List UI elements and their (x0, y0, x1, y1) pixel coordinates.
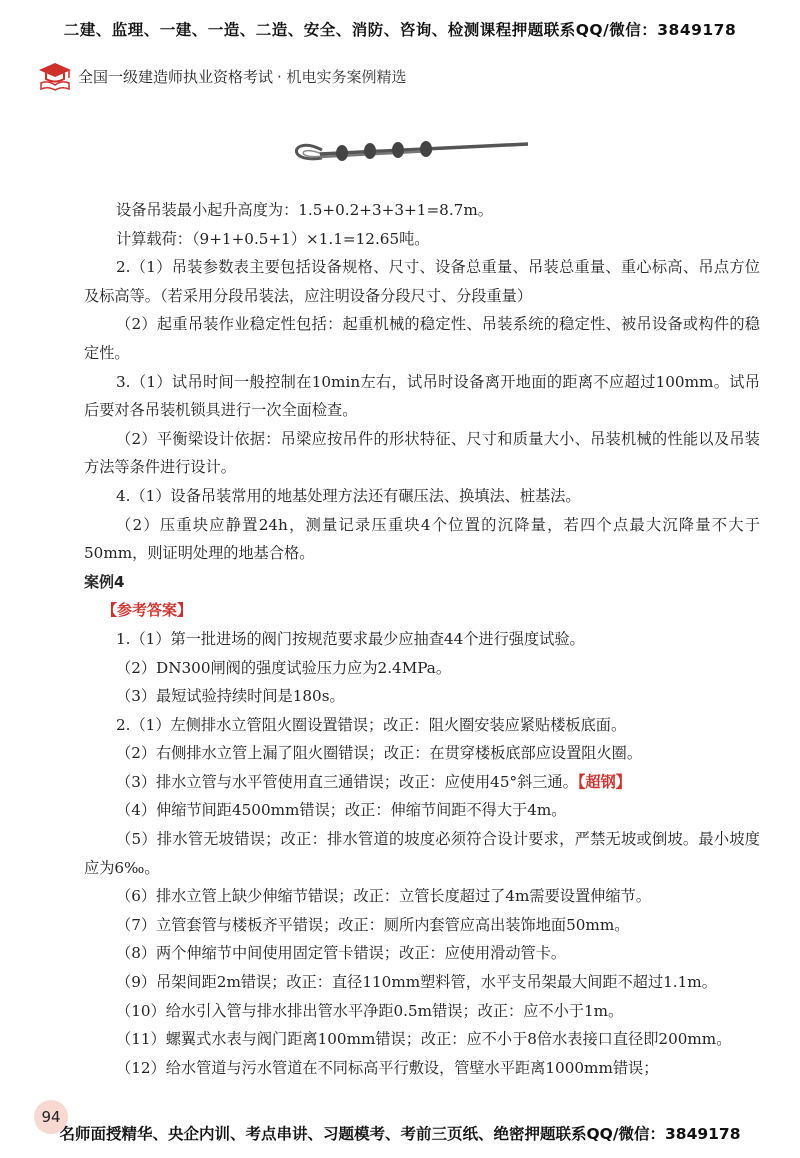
paragraph: （2）起重吊装作业稳定性包括：起重机械的稳定性、吊装系统的稳定性、被吊设备或构件的稳定性。 (84, 315, 760, 362)
series-title: 全国一级建造师执业资格考试 (78, 67, 274, 86)
paragraph: 设备吊装最小起升高度为：1.5+0.2+3+3+1=8.7m。 (116, 201, 493, 219)
answer-line: 1.（1）第一批进场的阀门按规范要求最少应抽查44个进行强度试验。 (116, 629, 585, 648)
bottom-banner: 名师面授精华、央企内训、考点串讲、习题模考、考前三页纸、绝密押题联系QQ/微信：3849178 (59, 1125, 741, 1143)
wire-rope-figure (282, 128, 532, 174)
answer-line: （3）最短试验持续时间是180s。 (116, 687, 345, 706)
graduation-cap-book-icon (38, 61, 72, 91)
paragraph: 计算载荷：（9+1+0.5+1）×1.1=12.65吨。 (116, 229, 430, 248)
answer-line: （7）立管套管与楼板齐平错误；改正：厕所内套管应高出装饰地面50mm。 (116, 915, 630, 934)
body-text (84, 196, 760, 1082)
answer-line: （6）排水立管上缺少伸缩节错误；改正：立管长度超过了4m需要设置伸缩节。 (116, 887, 651, 906)
case-title: 案例4 (84, 572, 125, 591)
answer-line: （4）伸缩节间距4500mm错误；改正：伸缩节间距不得大于4m。 (116, 801, 567, 820)
answer-line: （8）两个伸缩节中间使用固定管卡错误；改正：应使用滑动管卡。 (116, 944, 567, 963)
paragraph: 4.（1）设备吊装常用的地基处理方法还有碾压法、换填法、桩基法。 (116, 486, 581, 505)
answer-line: （10）给水引入管与排水排出管水平净距0.5m错误；改正：应不小于1m。 (116, 1001, 624, 1020)
book-title: · 机电实务案例精选 (277, 67, 407, 86)
running-head (38, 60, 407, 92)
paragraph: 3.（1）试吊时间一般控制在10min左右，试吊时设备离开地面的距离不应超过100mm。试吊后要对各吊装机锁具进行一次全面检查。 (84, 372, 760, 420)
answer-line: （9）吊架间距2m错误；改正：直径110mm塑料管，水平支吊架最大间距不超过1.1m。 (116, 973, 717, 992)
paragraph: （2）平衡梁设计依据：吊梁应按吊件的形状特征、尺寸和质量大小、吊装机械的性能以及吊装方法等条件进行设计。 (84, 429, 760, 477)
answer-text: （3）排水立管与水平管使用直三通错误；改正：应使用45°斜三通。 (116, 772, 578, 791)
top-banner: 二建、监理、一建、一造、二造、安全、消防、咨询、检测课程押题联系QQ/微信：3849178 (63, 21, 737, 39)
answer-line: （12）给水管道与污水管道在不同标高平行敷设，管壁水平距离1000mm错误； (116, 1058, 659, 1077)
answer-line: （2）DN300闸阀的强度试验压力应为2.4MPa。 (116, 658, 452, 677)
reference-answer-label: 【参考答案】 (102, 601, 193, 620)
answer-line: （2）右侧排水立管上漏了阻火圈错误；改正：在贯穿楼板底部应设置阻火圈。 (116, 744, 643, 763)
answer-line: 2.（1）左侧排水立管阻火圈设置错误；改正：阻火圈安装应紧贴楼板底面。 (116, 715, 627, 734)
answer-line: （5）排水管无坡错误；改正：排水管道的坡度必须符合设计要求，严禁无坡或倒坡。最小坡度应为6‰。 (84, 830, 760, 877)
paragraph: 2.（1）吊装参数表主要包括设备规格、尺寸、设备总重量、吊装总重量、重心标高、吊点方位及标高等。（若采用分段吊装法，应注明设备分段尺寸、分段重量） (84, 258, 760, 305)
answer-tag: 【超钢】 (577, 772, 631, 791)
answer-line (84, 768, 760, 797)
page-number: 94 (34, 1100, 68, 1134)
answer-line: （11）螺翼式水表与阀门距离100mm错误；改正：应不小于8倍水表接口直径即200mm。 (116, 1030, 732, 1049)
paragraph: （2）压重块应静置24h，测量记录压重块4个位置的沉降量，若四个点最大沉降量不大于50mm，则证明处理的地基合格。 (84, 515, 760, 563)
